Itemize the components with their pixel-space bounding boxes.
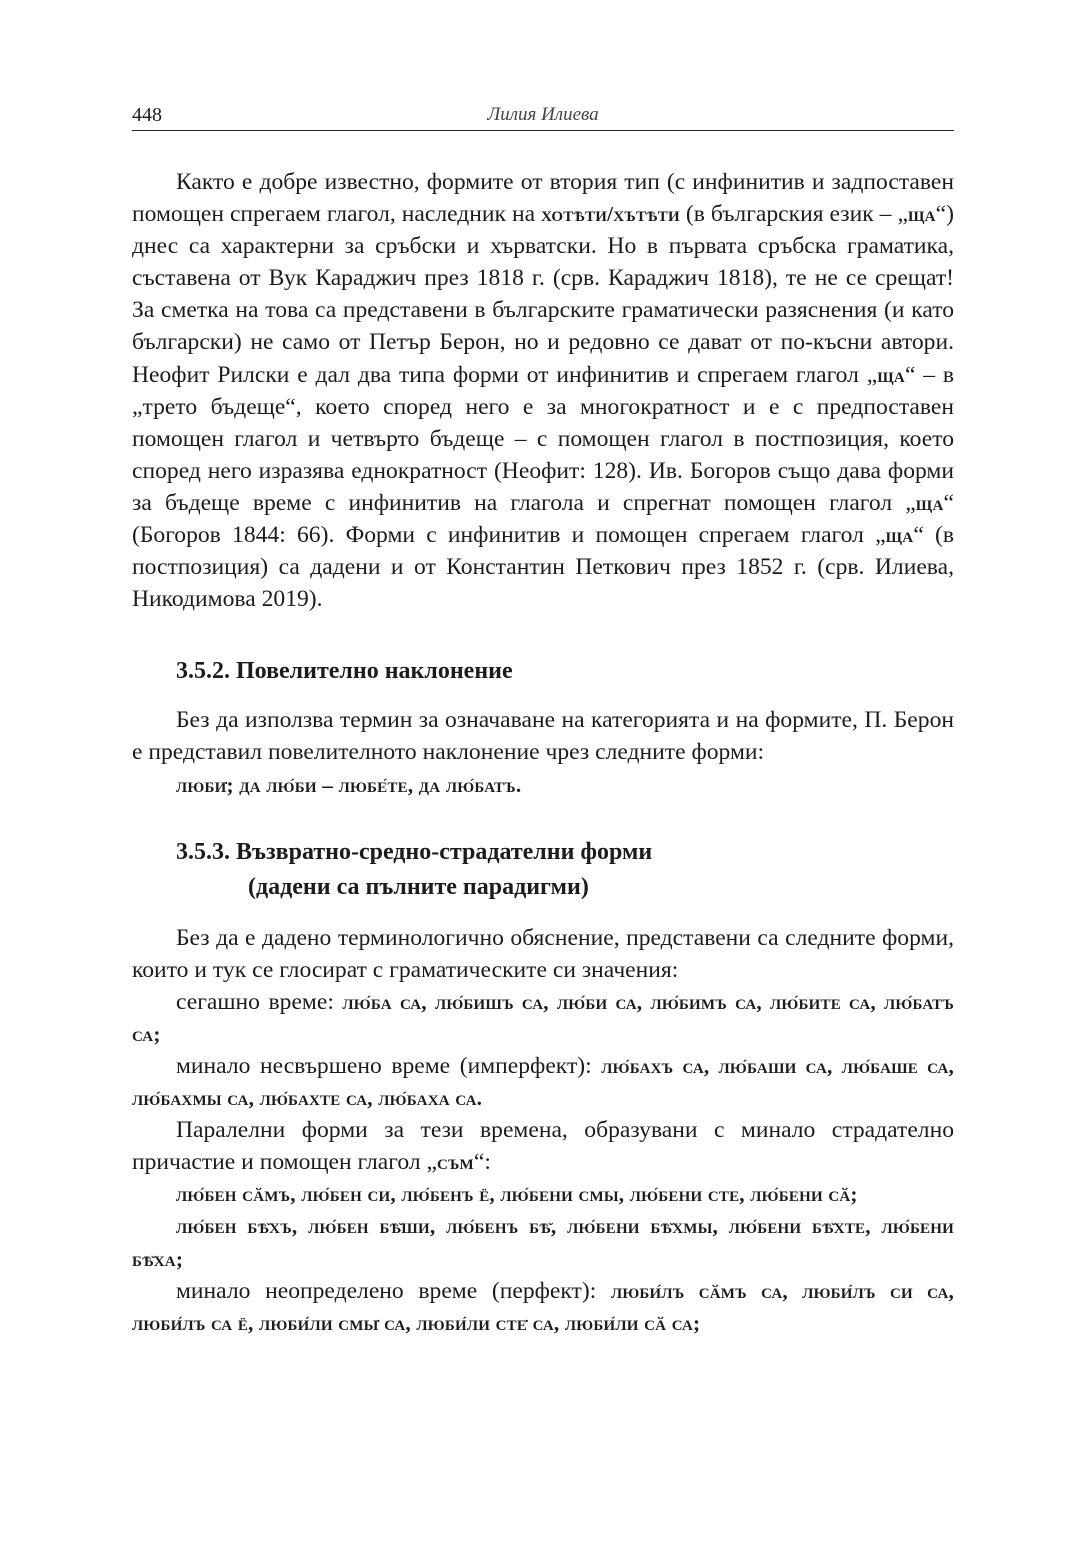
church-slavonic-form: ща: [915, 490, 944, 515]
running-title: Лилия Илиева: [487, 104, 599, 125]
paragraph-reflexive-intro: Без да е дадено терминологично обяснение, представени са следните форми, които и тук се глосират с граматическите си значения:: [132, 924, 954, 983]
section-heading-reflexive: [132, 835, 954, 905]
text-run: Както е добре известно, формите от втория тип (с инфинитив и задпоставен помощен спрегаем глагол, наследник на: [132, 169, 954, 228]
church-slavonic-form: люби́лъ сӑмъ са, люби́лъ си са, люби́лъ са ё, люби́ли смы̇ са, люби́ли сте̇ са, люби́ли сӑ са;: [132, 1278, 954, 1335]
imperative-forms: [132, 769, 954, 801]
church-slavonic-form: ща: [877, 362, 905, 387]
text-run: Паралелни форми за тези времена, образувани с минало страдателно причастие и помощен глагол „: [132, 1117, 954, 1176]
perfect-label: минало неопределено време (перфект):: [176, 1277, 611, 1304]
church-slavonic-form: ща: [907, 202, 936, 227]
page: [132, 100, 954, 1339]
text-run: “ (Богоров 1844: 66). Форми с инфинитив и помощен спрегаем глагол „: [132, 489, 954, 549]
text-run: “ (в постпозиция) са дадени и от Константин Петкович през 1852 г. (срв. Илиева, Никодимова 2019).: [132, 522, 955, 613]
section-heading-imperative: 3.5.2. Повелително наклонение: [176, 658, 513, 685]
church-slavonic-form: съм: [437, 1150, 474, 1175]
church-slavonic-form: хотѣти/хътѣти: [541, 202, 680, 227]
church-slavonic-form: лю́бен сӑмъ, лю́бен си, лю́бенъ ё, лю́бени смы, лю́бени сте, лю́бени сӑ;: [176, 1182, 858, 1207]
participle-present-line: [132, 1178, 954, 1210]
present-label: сегашно време:: [176, 988, 343, 1015]
text-run: (в българския език – „: [679, 201, 908, 228]
text-run: “:: [473, 1149, 491, 1176]
church-slavonic-form: лю́бен бѣ̆хъ, лю́бен бѣ̆ши, лю́бенъ бѣ̆, лю́бени бѣ̆хмы, лю́бени бѣ̆хте, лю́бени бѣ̆ха;: [132, 1214, 954, 1271]
imperfect-line: [132, 1050, 954, 1114]
church-slavonic-form: ща: [885, 523, 914, 548]
church-slavonic-form: лю́бахъ са, лю́баши са, лю́баше са, лю́бахмы са, лю́бахте са, лю́баха са.: [132, 1053, 954, 1111]
church-slavonic-form: люби̇; да лю́би – любе́те, да лю́батъ.: [176, 772, 522, 797]
running-header: [132, 100, 954, 131]
church-slavonic-form: лю́ба са, лю́бишъ са, лю́би са, лю́бимъ са, лю́бите са, лю́батъ са;: [132, 989, 955, 1046]
paragraph-future-forms: [132, 166, 954, 615]
body-text: [132, 166, 954, 1339]
text-run: “) днес са характерни за сръбски и хърватски. Но в първата сръбска граматика, съставена от Вук Караджич през 1818 г. (срв. Караджич 1818), те не се срещат! За сметка на това са представени в българските граматически разяснения (и като български) не само от Петър Берон, но и редовно се дават от по-късни автори. Неофит Рилски е дал два типа форми от инфинитив и спрегаем глагол „: [132, 201, 954, 388]
heading-line-2: (дадени са пълните парадигми): [248, 873, 589, 900]
participle-past-line: [132, 1210, 954, 1274]
paragraph-imperative: Без да използва термин за означаване на категорията и на формите, П. Берон е представил повелителното наклонение чрез следните форми:: [132, 707, 954, 766]
parallel-forms-intro: [132, 1114, 954, 1178]
page-number: 448: [132, 104, 162, 126]
perfect-line: [132, 1275, 954, 1339]
present-tense-line: [132, 986, 954, 1050]
imperfect-label: минало несвършено време (имперфект):: [176, 1052, 602, 1079]
heading-line-1: 3.5.3. Възвратно-средно-страдателни форми: [176, 838, 653, 865]
text-run: “ – в „трето бъдеще“, което според него е за многократност и е с предпоставен помощен глагол и четвърто бъдеще – с помощен глагол в постпозиция, което според него изразява еднократност (Неофит: 128). Ив. Богоров също дава форми за бъдеще време с инфинитив на глагола и спрегнат помощен глагол „: [132, 361, 954, 516]
